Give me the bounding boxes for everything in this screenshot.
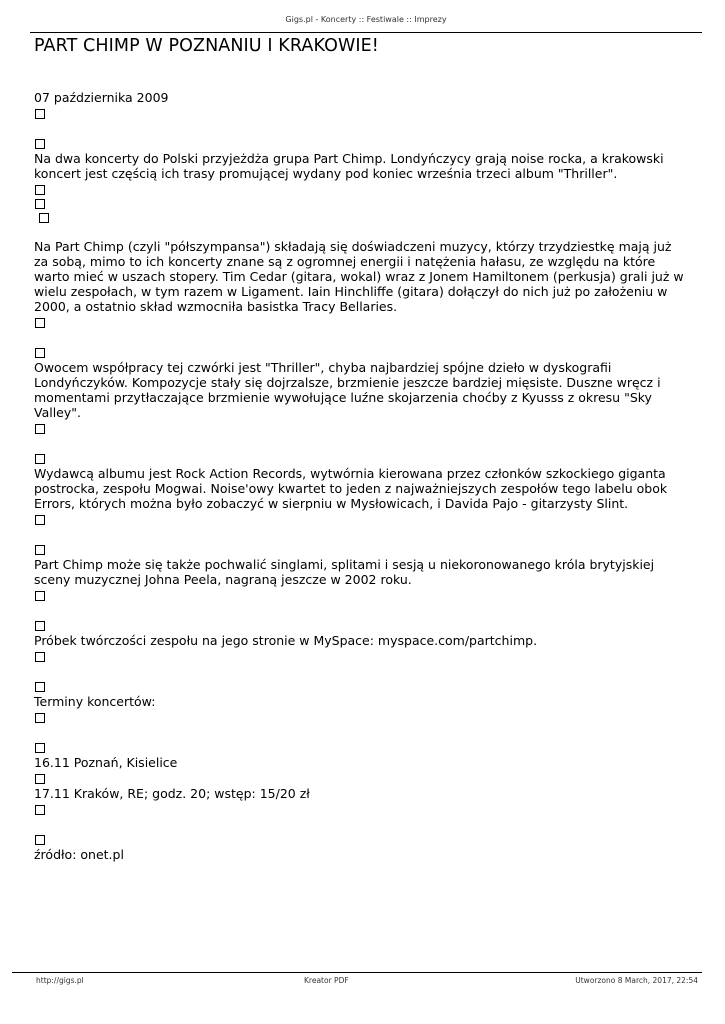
- missing-glyph-box: [35, 743, 45, 753]
- missing-glyph-box: [35, 199, 45, 209]
- paragraph-3: Wydawcą albumu jest Rock Action Records, wytwórnia kierowana przez członków szkockiego giganta postrocka, zespołu Mogwai. Noise'owy kwartet to jeden z najważniejszych zespołów tego labelu obok Errors, których można było zobaczyć w sierpniu w Mysłowicach, i Davida Pajo - gitarzysty Slint.: [34, 466, 668, 511]
- footer-url: http://gigs.pl: [36, 976, 84, 985]
- missing-glyph-box: [35, 774, 45, 784]
- missing-glyph-box: [35, 545, 45, 555]
- missing-glyph-box: [35, 682, 45, 692]
- missing-glyph-box: [35, 835, 45, 845]
- missing-glyph-box: [35, 318, 45, 328]
- footer-created: Utworzono 8 March, 2017, 22:54: [575, 976, 698, 985]
- concert-date-poznan: 16.11 Poznań, Kisielice: [34, 755, 178, 770]
- missing-glyph-box: [35, 348, 45, 358]
- site-header-text: Gigs.pl - Koncerty :: Festiwale :: Imprezy: [285, 15, 447, 24]
- dates-heading: Terminy koncertów:: [34, 694, 156, 709]
- missing-glyph-box: [35, 805, 45, 815]
- missing-glyph-box: [35, 591, 45, 601]
- paragraph-lead: Na dwa koncerty do Polski przyjeżdża grupa Part Chimp. Londyńczycy grają noise rocka, a krakowski koncert jest częścią ich trasy promującej wydany pod koniec września trzeci album "Thriller".: [34, 151, 664, 181]
- footer-generator: Kreator PDF: [304, 976, 349, 985]
- missing-glyph-box: [35, 621, 45, 631]
- paragraph-1: Na Part Chimp (czyli "półszympansa") składają się doświadczeni muzycy, którzy trzydziestkę mają już za sobą, mimo to ich koncerty znane są z ogromnej energii i natężenia hałasu, ze względu na które warto mieć w uszach stopery. Tim Cedar (gitara, wokal) wraz z Jonem Hamiltonem (perkusja) grali już w wielu zespołach, w tym razem w Ligament. Iain Hinchliffe (gitara) dołączył do nich już po założeniu w 2000, a ostatnio skład wzmocniła basistka Tracy Bellaries.: [34, 239, 684, 314]
- missing-glyph-box: [35, 713, 45, 723]
- paragraph-2: Owocem współpracy tej czwórki jest "Thriller", chyba najbardziej spójne dzieło w dyskografii Londyńczyków. Kompozycje stały się dojrzalsze, brzmienie jeszcze bardziej mięsiste. Duszne wręcz i momentami przytłaczające brzmienie wywołujące luźne skojarzenia choćby z Kyusss z okresu "Sky Valley".: [34, 360, 661, 420]
- missing-glyph-box: [39, 213, 49, 223]
- article-title: PART CHIMP W POZNANIU I KRAKOWIE!: [34, 36, 379, 56]
- page-header: [30, 12, 702, 33]
- missing-glyph-box: [35, 185, 45, 195]
- page-footer: [12, 972, 702, 986]
- missing-glyph-box: [35, 139, 45, 149]
- paragraph-5: Próbek twórczości zespołu na jego stronie w MySpace: myspace.com/partchimp.: [34, 633, 538, 648]
- paragraph-4: Part Chimp może się także pochwalić singlami, splitami i sesją u niekoronowanego króla brytyjskiej sceny muzycznej Johna Peela, nagraną jeszcze w 2002 roku.: [34, 557, 655, 587]
- article-source: źródło: onet.pl: [34, 847, 124, 862]
- missing-glyph-box: [35, 454, 45, 464]
- missing-glyph-box: [35, 515, 45, 525]
- article-body: [34, 90, 684, 862]
- missing-glyph-box: [35, 652, 45, 662]
- article-date: 07 października 2009: [34, 90, 169, 105]
- missing-glyph-box: [35, 109, 45, 119]
- missing-glyph-box: [35, 424, 45, 434]
- concert-date-krakow: 17.11 Kraków, RE; godz. 20; wstęp: 15/20 zł: [34, 786, 310, 801]
